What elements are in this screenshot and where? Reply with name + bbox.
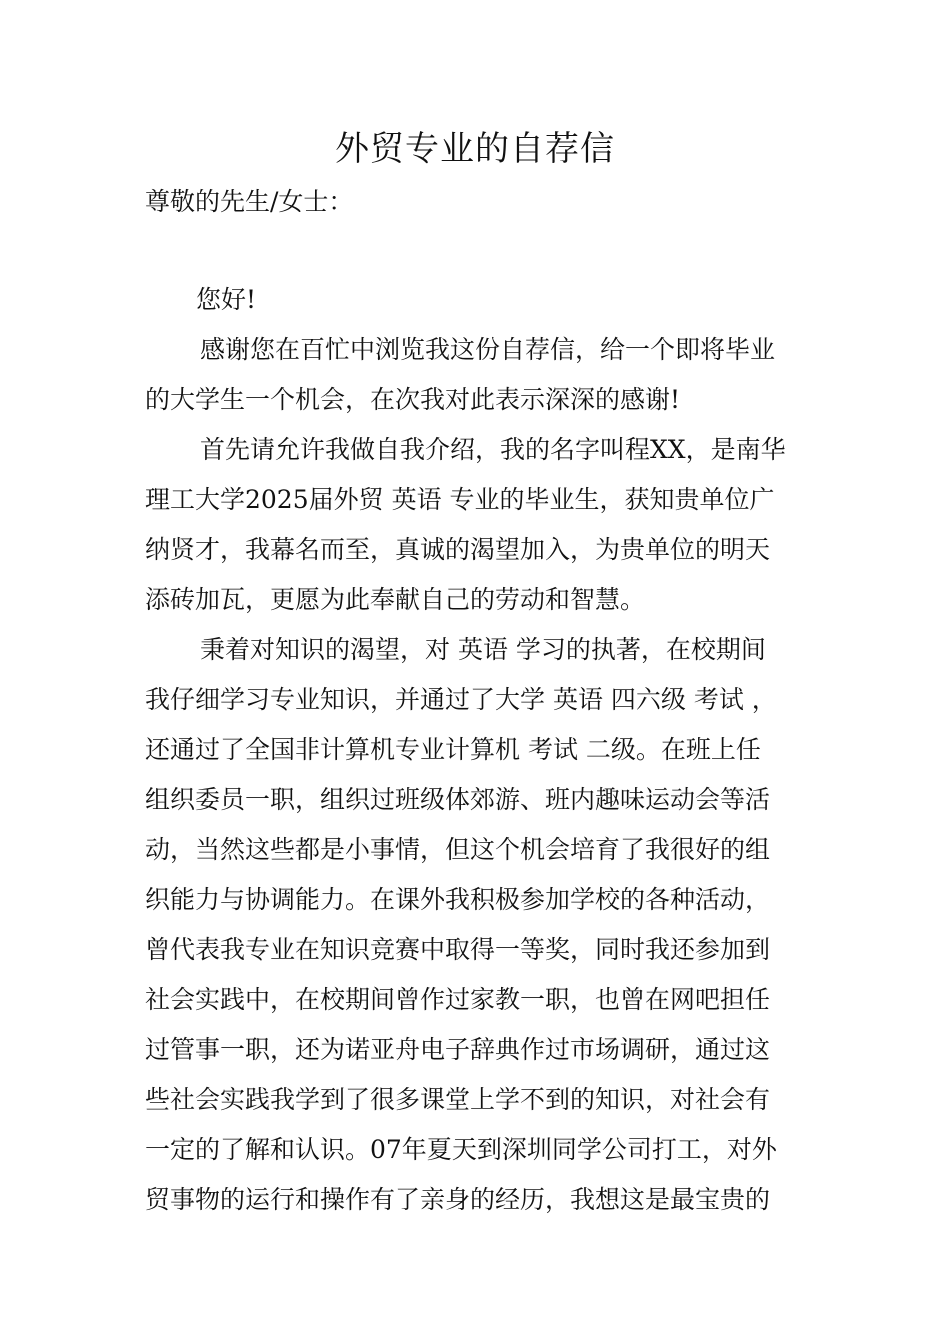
- body-line: 一定的了解和认识。07年夏天到深圳同学公司打工，对外: [145, 1135, 777, 1164]
- body-line: 还通过了全国非计算机专业计算机 考试 二级。在班上任: [145, 735, 761, 764]
- body-line: 纳贤才，我幕名而至，真诚的渴望加入，为贵单位的明天: [145, 535, 771, 564]
- body-line: 织能力与协调能力。在课外我积极参加学校的各种活动，: [145, 885, 771, 914]
- body-line: 贸事物的运行和操作有了亲身的经历，我想这是最宝贵的: [145, 1185, 771, 1214]
- body-line: 秉着对知识的渴望，对 英语 学习的执著，在校期间: [200, 635, 766, 664]
- body-line: 的大学生一个机会，在次我对此表示深深的感谢!: [145, 385, 681, 414]
- greeting: 您好!: [196, 285, 257, 314]
- body-line: 首先请允许我做自我介绍，我的名字叫程XX，是南华: [200, 435, 786, 464]
- body-line: 我仔细学习专业知识，并通过了大学 英语 四六级 考试 ，: [145, 685, 777, 714]
- body-line: 社会实践中，在校期间曾作过家教一职，也曾在网吧担任: [145, 985, 771, 1014]
- body-line: 感谢您在百忙中浏览我这份自荐信，给一个即将毕业: [200, 335, 776, 364]
- document-title: 外贸专业的自荐信: [335, 129, 615, 169]
- body-line: 曾代表我专业在知识竞赛中取得一等奖，同时我还参加到: [145, 935, 771, 964]
- body-line: 理工大学2025届外贸 英语 专业的毕业生，获知贵单位广: [145, 485, 775, 514]
- salutation: 尊敬的先生/女士：: [145, 187, 354, 216]
- body-line: 些社会实践我学到了很多课堂上学不到的知识，对社会有: [145, 1085, 771, 1114]
- body-line: 组织委员一职，组织过班级体郊游、班内趣味运动会等活: [145, 785, 771, 814]
- body-line: 添砖加瓦，更愿为此奉献自己的劳动和智慧。: [145, 585, 646, 614]
- body-line: 过管事一职，还为诺亚舟电子辞典作过市场调研，通过这: [145, 1035, 771, 1064]
- body-line: 动，当然这些都是小事情，但这个机会培育了我很好的组: [145, 835, 771, 864]
